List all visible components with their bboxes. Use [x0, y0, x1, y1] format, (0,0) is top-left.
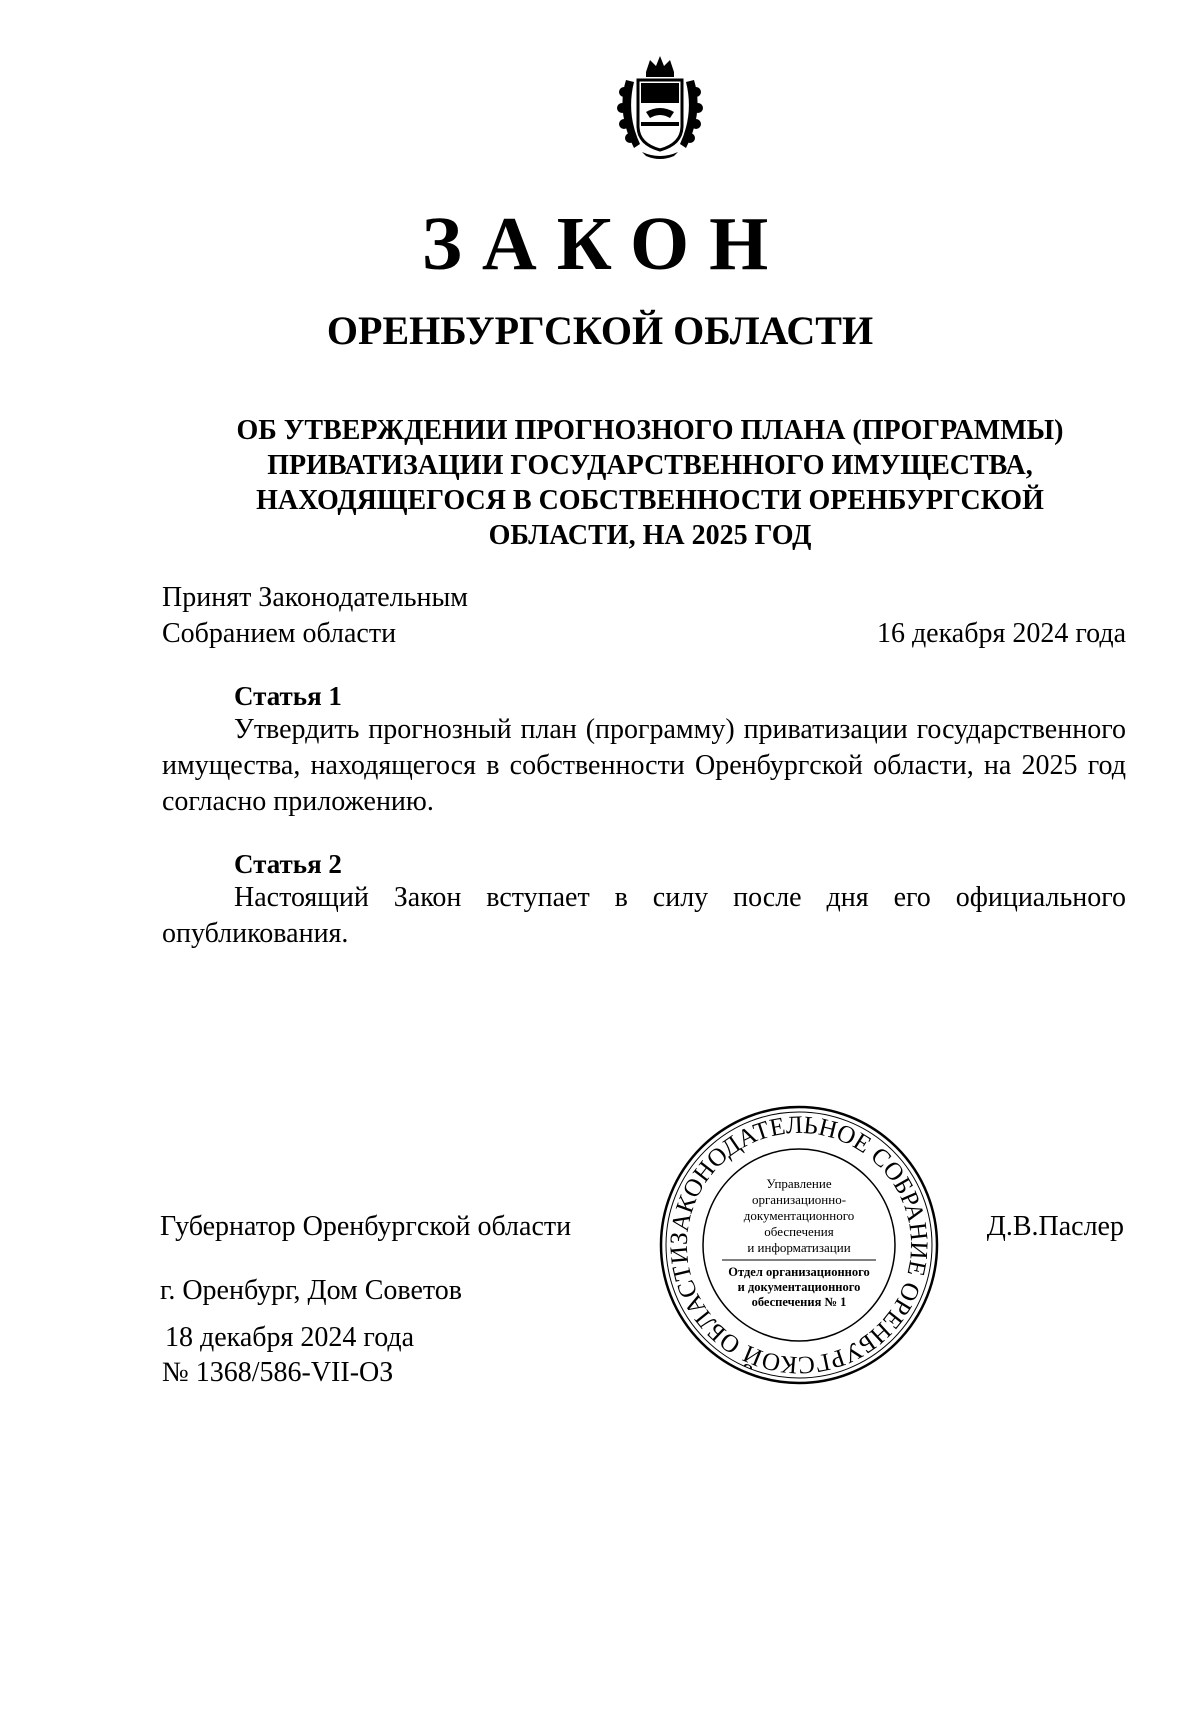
signing-date: 18 декабря 2024 года — [165, 1322, 415, 1353]
region-title: ОРЕНБУРГСКОЙ ОБЛАСТИ — [326, 308, 874, 353]
seal-inner-line: Управление — [766, 1176, 832, 1191]
seal-inner-line: документационного — [743, 1208, 855, 1223]
governor-title: Губернатор Оренбургской области — [160, 1211, 572, 1242]
article-text: Утвердить прогнозный план (программу) приватизации государственного имущества, находящегося в собственности Оренбургской области, на 2025 год согласно приложению. — [162, 714, 1126, 817]
seal-inner-line: обеспечения — [764, 1224, 834, 1239]
subject-line: ОБ УТВЕРЖДЕНИИ ПРОГНОЗНОГО ПЛАНА (ПРОГРАММЫ) — [236, 415, 1064, 446]
subject-line: НАХОДЯЩЕГОСЯ В СОБСТВЕННОСТИ ОРЕНБУРГСКОЙ — [256, 485, 1044, 516]
article-heading: Статья 2 — [234, 849, 342, 879]
coat-of-arms-icon — [612, 52, 708, 160]
article-text: Настоящий Закон вступает в силу после дня его официального опубликования. — [162, 882, 1126, 949]
adopted-by-line: Принят Законодательным — [162, 582, 468, 613]
law-number: № 1368/586-VII-ОЗ — [162, 1357, 394, 1388]
adopted-date: 16 декабря 2024 года — [876, 618, 1126, 649]
signing-place: г. Оренбург, Дом Советов — [160, 1275, 462, 1306]
seal-inner-line: организационно- — [751, 1192, 847, 1207]
law-subject — [180, 413, 1120, 553]
seal-ring-text-path: ЗАКОНОДАТЕЛЬНОЕ СОБРАНИЕ ОРЕНБУРГСКОЙ ОБЛАСТИ — [665, 1111, 933, 1379]
adopted-by — [162, 580, 468, 652]
subject-line: ПРИВАТИЗАЦИИ ГОСУДАРСТВЕННОГО ИМУЩЕСТВА, — [267, 450, 1033, 481]
adopted-by-line: Собранием области — [162, 618, 397, 649]
subject-line: ОБЛАСТИ, НА 2025 ГОД — [488, 520, 812, 551]
official-seal — [656, 1102, 942, 1388]
seal-inner-line: Отдел организационного — [728, 1265, 870, 1279]
seal-inner-line: обеспечения № 1 — [751, 1295, 847, 1309]
seal-inner-line: и информатизации — [747, 1240, 851, 1255]
law-title: ЗАКОН — [421, 202, 789, 286]
signatory-name: Д.В.Паслер — [986, 1211, 1124, 1242]
article-heading: Статья 1 — [234, 681, 342, 711]
seal-inner-line: и документационного — [737, 1280, 861, 1294]
